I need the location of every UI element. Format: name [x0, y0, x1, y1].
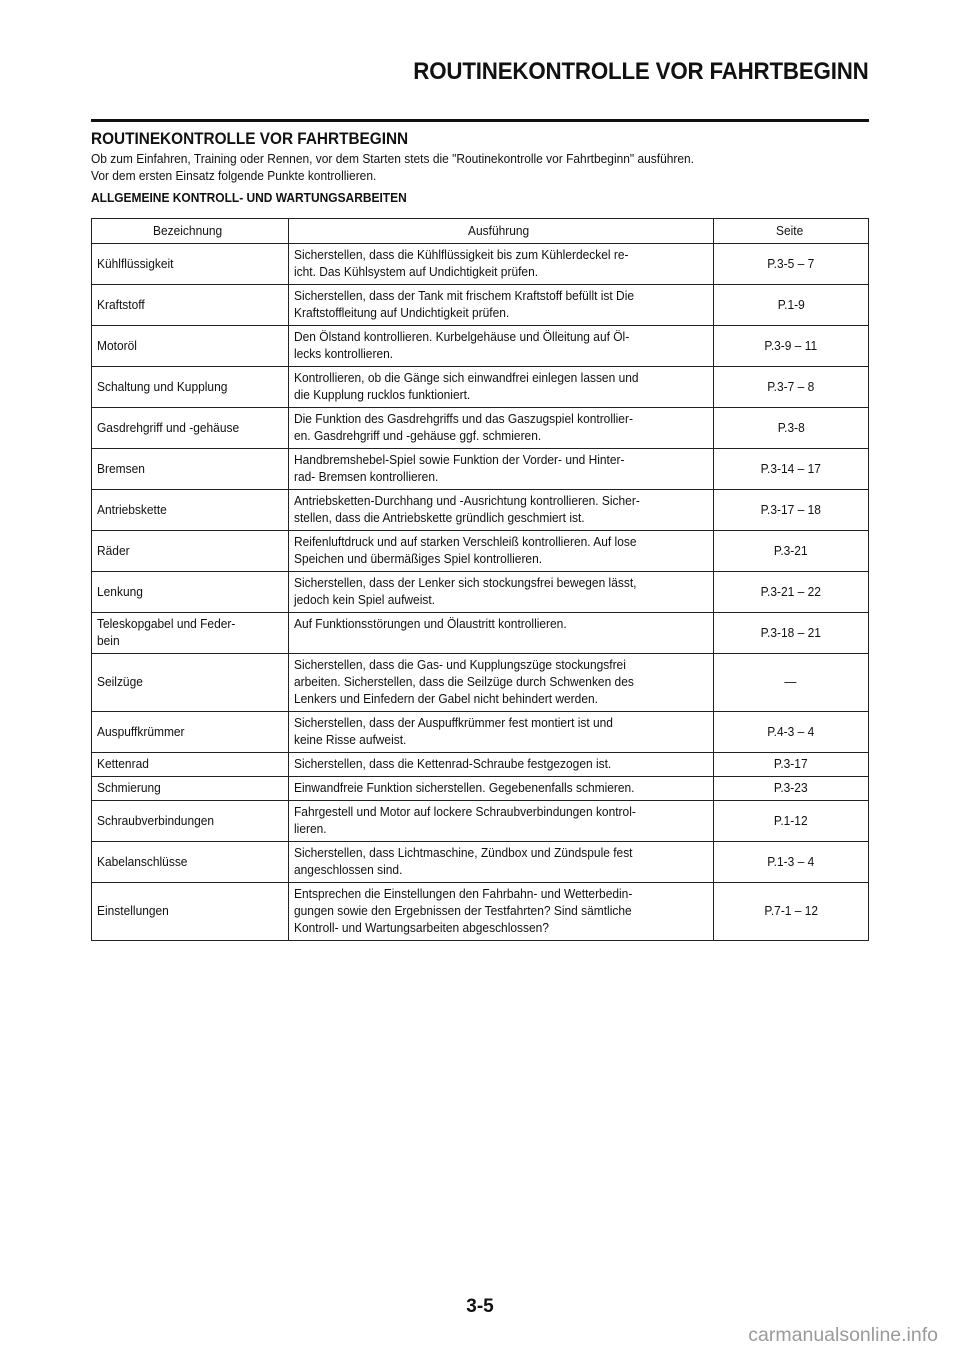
page-reference: P.1-12 [773, 813, 808, 828]
cell-ausfuehrung-line: rad- Bremsen kontrollieren. [293, 470, 439, 484]
cell-seite [713, 367, 869, 408]
cell-seite [713, 777, 869, 801]
cell-ausfuehrung [288, 883, 713, 941]
cell-ausfuehrung-line: icht. Das Kühlsystem auf Undichtigkeit prüfen. [293, 265, 538, 279]
column-header-ausfuehrung: Ausführung [288, 219, 713, 244]
page-reference: P.3-5 – 7 [767, 256, 815, 271]
cell-bezeichnung [92, 572, 289, 613]
table-row [92, 285, 869, 326]
maintenance-checklist-table [91, 218, 869, 941]
page-reference: P.3-17 – 18 [760, 502, 821, 517]
cell-bezeichnung [92, 326, 289, 367]
cell-ausfuehrung-line: Fahrgestell und Motor auf lockere Schraubverbindungen kontrol- [293, 805, 636, 819]
cell-bezeichnung [92, 285, 289, 326]
cell-ausfuehrung-line: keine Risse aufweist. [293, 733, 407, 747]
intro-text [91, 151, 694, 185]
table-row [92, 613, 869, 654]
cell-bezeichnung [92, 883, 289, 941]
cell-ausfuehrung-line: Sicherstellen, dass der Tank mit frischem Kraftstoff befüllt ist Die [293, 289, 634, 303]
cell-ausfuehrung [288, 654, 713, 712]
column-header-seite: Seite [713, 219, 869, 244]
cell-ausfuehrung-line: Kraftstoffleitung auf Undichtigkeit prüfen. [293, 306, 509, 320]
cell-ausfuehrung-line: Kontrollieren, ob die Gänge sich einwandfrei einlegen lassen und [293, 371, 639, 385]
section-title: ROUTINEKONTROLLE VOR FAHRTBEGINN [91, 130, 409, 148]
cell-bezeichnung [92, 531, 289, 572]
intro-line-2: Vor dem ersten Einsatz folgende Punkte kontrollieren. [91, 169, 377, 183]
cell-bezeichnung [92, 712, 289, 753]
cell-ausfuehrung-line: jedoch kein Spiel aufweist. [293, 593, 435, 607]
cell-ausfuehrung [288, 244, 713, 285]
page-reference: P.3-17 [773, 757, 808, 771]
cell-bezeichnung-text: Kettenrad [97, 757, 149, 771]
page-reference: P.3-14 – 17 [760, 461, 821, 476]
cell-ausfuehrung-line: arbeiten. Sicherstellen, dass die Seilzüge durch Schwenken des [293, 675, 634, 689]
cell-ausfuehrung-line: Handbremshebel-Spiel sowie Funktion der Vorder- und Hinter- [293, 453, 625, 467]
cell-ausfuehrung-line: Die Funktion des Gasdrehgriffs und das Gaszugspiel kontrollier- [293, 412, 633, 426]
cell-seite [713, 490, 869, 531]
cell-ausfuehrung-line: Sicherstellen, dass die Kettenrad-Schraube festgezogen ist. [293, 757, 611, 771]
cell-ausfuehrung-line: Reifenluftdruck und auf starken Verschleiß kontrollieren. Auf lose [293, 535, 637, 549]
cell-bezeichnung-text: Kabelanschlüsse [97, 854, 188, 869]
cell-ausfuehrung [288, 449, 713, 490]
cell-bezeichnung [92, 613, 289, 654]
cell-ausfuehrung-line: Kontroll- und Wartungsarbeiten abgeschlossen? [293, 921, 549, 935]
cell-ausfuehrung-line: Antriebsketten-Durchhang und -Ausrichtung kontrollieren. Sicher- [293, 494, 640, 508]
cell-bezeichnung-text: Schaltung und Kupplung [97, 379, 228, 394]
page-reference: P.3-7 – 8 [767, 379, 815, 394]
cell-seite [713, 449, 869, 490]
cell-bezeichnung [92, 801, 289, 842]
page-reference: P.1-9 [777, 297, 805, 312]
cell-ausfuehrung-line: Den Ölstand kontrollieren. Kurbelgehäuse und Ölleitung auf Öl- [293, 330, 629, 344]
cell-bezeichnung-text: Auspuffkrümmer [97, 724, 185, 739]
cell-ausfuehrung-line: angeschlossen sind. [293, 863, 403, 877]
cell-bezeichnung-text: Kraftstoff [97, 297, 145, 312]
cell-bezeichnung-text: Einstellungen [97, 904, 169, 918]
cell-bezeichnung-text: Schmierung [97, 781, 161, 795]
table-row [92, 408, 869, 449]
page-reference: P.3-8 [777, 420, 805, 435]
cell-ausfuehrung [288, 408, 713, 449]
cell-seite [713, 572, 869, 613]
cell-ausfuehrung-line: Sicherstellen, dass der Lenker sich stockungsfrei bewegen lässt, [293, 576, 637, 590]
cell-ausfuehrung [288, 712, 713, 753]
cell-ausfuehrung-line: stellen, dass die Antriebskette gründlich geschmiert ist. [293, 511, 585, 525]
table-row [92, 842, 869, 883]
cell-ausfuehrung [288, 572, 713, 613]
cell-bezeichnung [92, 777, 289, 801]
column-header-bezeichnung: Bezeichnung [92, 219, 289, 244]
cell-seite [713, 285, 869, 326]
cell-ausfuehrung-line: Sicherstellen, dass die Kühlflüssigkeit bis zum Kühlerdeckel re- [293, 248, 629, 262]
cell-bezeichnung [92, 842, 289, 883]
cell-ausfuehrung-line: gungen sowie den Ergebnissen der Testfahrten? Sind sämtliche [293, 904, 632, 918]
cell-ausfuehrung [288, 613, 713, 654]
page-reference: P.3-9 – 11 [764, 338, 818, 353]
table-row [92, 326, 869, 367]
cell-seite [713, 883, 869, 941]
page-reference: P.3-21 – 22 [760, 584, 821, 599]
cell-ausfuehrung-line: lecks kontrollieren. [293, 347, 393, 361]
cell-bezeichnung [92, 367, 289, 408]
table-row [92, 531, 869, 572]
cell-bezeichnung [92, 244, 289, 285]
table-row [92, 753, 869, 777]
cell-ausfuehrung-line: Lenkers und Einfedern der Gabel nicht behindert werden. [293, 692, 598, 706]
cell-seite [713, 531, 869, 572]
page-reference: P.3-18 – 21 [760, 625, 821, 640]
page-reference: P.4-3 – 4 [767, 724, 815, 739]
sub-title: ALLGEMEINE KONTROLL- UND WARTUNGSARBEITEN [91, 191, 407, 205]
cell-ausfuehrung-line: Speichen und übermäßiges Spiel kontrollieren. [293, 552, 542, 566]
cell-seite [713, 613, 869, 654]
cell-ausfuehrung [288, 285, 713, 326]
cell-ausfuehrung-line: Sicherstellen, dass die Gas- und Kupplungszüge stockungsfrei [293, 658, 626, 672]
cell-seite [713, 712, 869, 753]
cell-seite [713, 801, 869, 842]
cell-ausfuehrung [288, 842, 713, 883]
table-row [92, 654, 869, 712]
cell-ausfuehrung-line: Sicherstellen, dass der Auspuffkrümmer fest montiert ist und [293, 716, 613, 730]
cell-bezeichnung [92, 654, 289, 712]
cell-seite [713, 244, 869, 285]
cell-ausfuehrung [288, 367, 713, 408]
cell-ausfuehrung [288, 753, 713, 777]
cell-bezeichnung-text: Bremsen [97, 461, 145, 476]
table-row [92, 883, 869, 941]
cell-bezeichnung-text: Motoröl [97, 338, 137, 353]
cell-ausfuehrung-line: Einwandfreie Funktion sicherstellen. Gegebenenfalls schmieren. [293, 781, 635, 795]
cell-bezeichnung [92, 449, 289, 490]
table-header-row [92, 219, 869, 244]
cell-bezeichnung [92, 408, 289, 449]
page-header-title: ROUTINEKONTROLLE VOR FAHRTBEGINN [413, 58, 869, 85]
cell-bezeichnung-text: Gasdrehgriff und -gehäuse [97, 420, 240, 435]
page-reference: — [784, 675, 797, 689]
cell-ausfuehrung-line: Auf Funktionsstörungen und Ölaustritt kontrollieren. [293, 617, 567, 631]
cell-bezeichnung [92, 753, 289, 777]
intro-line-1: Ob zum Einfahren, Training oder Rennen, vor dem Starten stets die "Routinekontrolle vor Fahrtbeginn" ausführen. [91, 152, 695, 166]
cell-bezeichnung-text: Schraubverbindungen [97, 813, 215, 828]
page-reference: P.3-21 [773, 543, 808, 558]
table-row [92, 801, 869, 842]
cell-seite [713, 408, 869, 449]
page-reference: P.3-23 [773, 781, 808, 795]
cell-ausfuehrung [288, 801, 713, 842]
cell-seite [713, 654, 869, 712]
cell-ausfuehrung-line: en. Gasdrehgriff und -gehäuse ggf. schmieren. [293, 429, 541, 443]
table-row [92, 367, 869, 408]
table-row [92, 777, 869, 801]
page-reference: P.7-1 – 12 [763, 904, 818, 918]
cell-seite [713, 753, 869, 777]
cell-bezeichnung-text: Lenkung [97, 584, 143, 599]
cell-ausfuehrung [288, 326, 713, 367]
page-reference: P.1-3 – 4 [767, 854, 815, 869]
cell-bezeichnung-text: Räder [97, 543, 130, 558]
cell-ausfuehrung [288, 531, 713, 572]
cell-bezeichnung-text: Antriebskette [97, 502, 167, 517]
cell-ausfuehrung-line: die Kupplung rucklos funktioniert. [293, 388, 470, 402]
cell-bezeichnung-text: Kühlflüssigkeit [97, 256, 174, 271]
header-rule [91, 119, 869, 122]
table-row [92, 572, 869, 613]
cell-ausfuehrung-line: Entsprechen die Einstellungen den Fahrbahn- und Wetterbedin- [293, 887, 633, 901]
table-row [92, 449, 869, 490]
page-number: 3-5 [466, 1296, 494, 1317]
watermark: carmanualsonline.info [748, 1324, 938, 1346]
table-row [92, 490, 869, 531]
cell-ausfuehrung [288, 490, 713, 531]
cell-bezeichnung-line: Teleskopgabel und Feder- [97, 617, 236, 631]
cell-ausfuehrung-line: Sicherstellen, dass Lichtmaschine, Zündbox und Zündspule fest [293, 846, 633, 860]
cell-bezeichnung-line: bein [97, 634, 120, 648]
cell-bezeichnung-text: Seilzüge [97, 675, 143, 689]
cell-seite [713, 326, 869, 367]
cell-ausfuehrung-line: lieren. [293, 822, 327, 836]
cell-bezeichnung [92, 490, 289, 531]
cell-ausfuehrung-line [294, 633, 687, 650]
table-row [92, 712, 869, 753]
cell-seite [713, 842, 869, 883]
table-row [92, 244, 869, 285]
cell-ausfuehrung [288, 777, 713, 801]
